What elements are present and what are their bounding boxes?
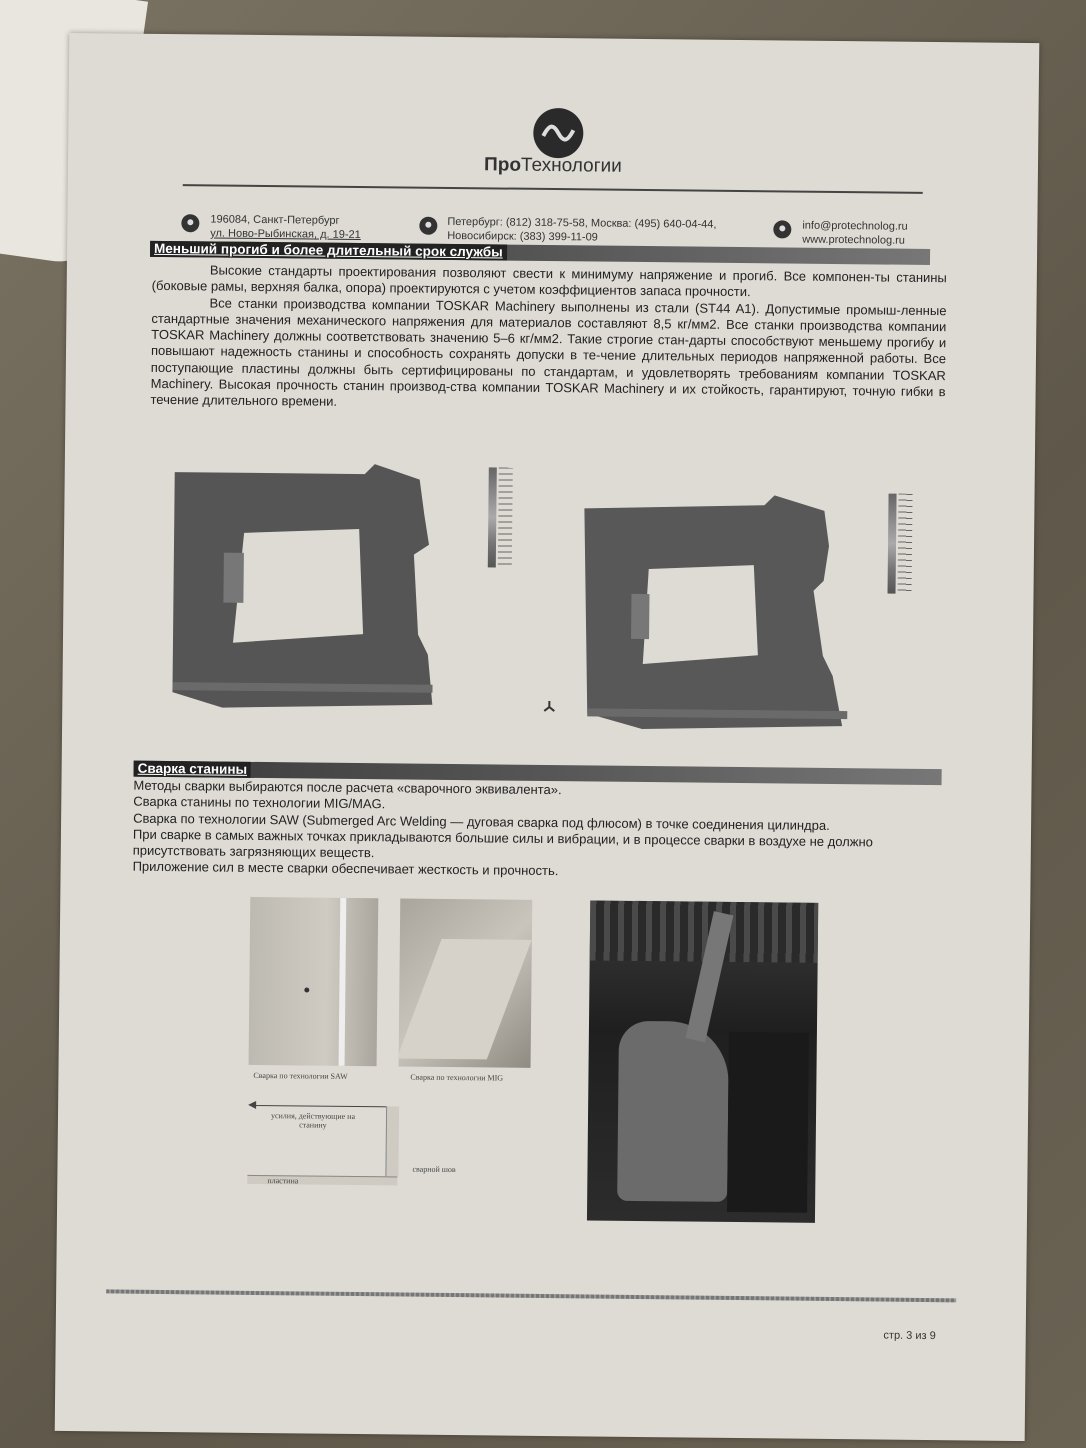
section2-text: Методы сварки выбираются после расчета «сварочного эквивалента». Сварка станины по технологии MIG/MAG. Сварка по технологии SAW (Submerged Arc Welding — дуговая сварка под флюсом) в точке соединения цилиндра. При сварке в самых важных точках прикладываются большие силы и вибрации, и в процессе сварки в воздухе не должно присутствовать загрязняющих веществ. Приложение сил в месте сварки обеспечивает жесткость и прочность. [132, 777, 873, 879]
mig-welding-photo [399, 898, 533, 1067]
section-title-deflection: Меньший прогиб и более длительный срок службы [150, 241, 507, 261]
caption-mig: Сварка по технологии MIG [410, 1072, 504, 1083]
fea-frame-image-left [162, 452, 475, 715]
computer-icon [773, 220, 791, 238]
header-rule [183, 184, 923, 194]
page-number: стр. 3 из 9 [883, 1329, 936, 1343]
section1-text: Высокие стандарты проектирования позволяют свести к минимуму напряжение и прогиб. Все компонен-ты станины (боковые рамы, верхняя балка, опора) проектируются с учетом коэффициентов запаса прочности. Все станки производства компании TOSKAR Machinery выполнены из стали (ST44 A1). Допустимые промыш-ленные стандартные значения механического напряжения для материалов составляют 8,5 кг/мм2. Все станки производства компании TOSKAR Machinery должны соответствовать значению 5–6 кг/мм2. Такие строгие стан-дарты способствуют меньшему прогибу и повышают надежность станины и способность сохранять допуски в те-чение длительных периодов напряженной работы. Все поступающие пластины должны быть сертифицированы по стандартам, и удовлетворять требованиям компании TOSKAR Machinery. Высокая прочность станин производ-ства компании TOSKAR Machinery и их стойкость, гарантируют, точную гибки в течение длительного времени. [150, 262, 947, 410]
robot-welding-photo [587, 900, 818, 1222]
fea-legend-left [488, 467, 497, 567]
fea-frame-image-right [572, 483, 865, 736]
footer-rule [106, 1289, 956, 1302]
phone-icon [419, 217, 437, 235]
fea-legend-ticks-left [498, 467, 513, 567]
phones-block: Петербург: (812) 318-75-58, Москва: (495) 640-04-44, Новосибирск: (383) 399-11-09 [447, 215, 717, 244]
fea-legend-ticks-right [898, 494, 913, 594]
address-block: 196084, Санкт-Петербург ул. Ново-Рыбинская, д. 19-21 [210, 213, 361, 242]
brand-name: ПроТехнологии [484, 154, 622, 177]
fea-legend-right [888, 494, 897, 594]
section-title-welding: Сварка станины [134, 761, 252, 778]
web-block: info@protechnolog.ru www.protechnolog.ru [802, 219, 908, 247]
axis-triad-icon [542, 698, 556, 712]
document-page [55, 33, 1040, 1441]
force-diagram [247, 1097, 398, 1189]
diagram-weld-label: сварной шов [412, 1164, 456, 1175]
diagram-force-label: усилия, действующие на станину [270, 1111, 356, 1130]
location-icon [181, 214, 199, 232]
caption-saw: Сварка по технологии SAW [253, 1070, 348, 1081]
company-logo-icon [533, 108, 584, 159]
saw-welding-photo [249, 897, 379, 1066]
diagram-plate-label: пластина [267, 1176, 299, 1186]
